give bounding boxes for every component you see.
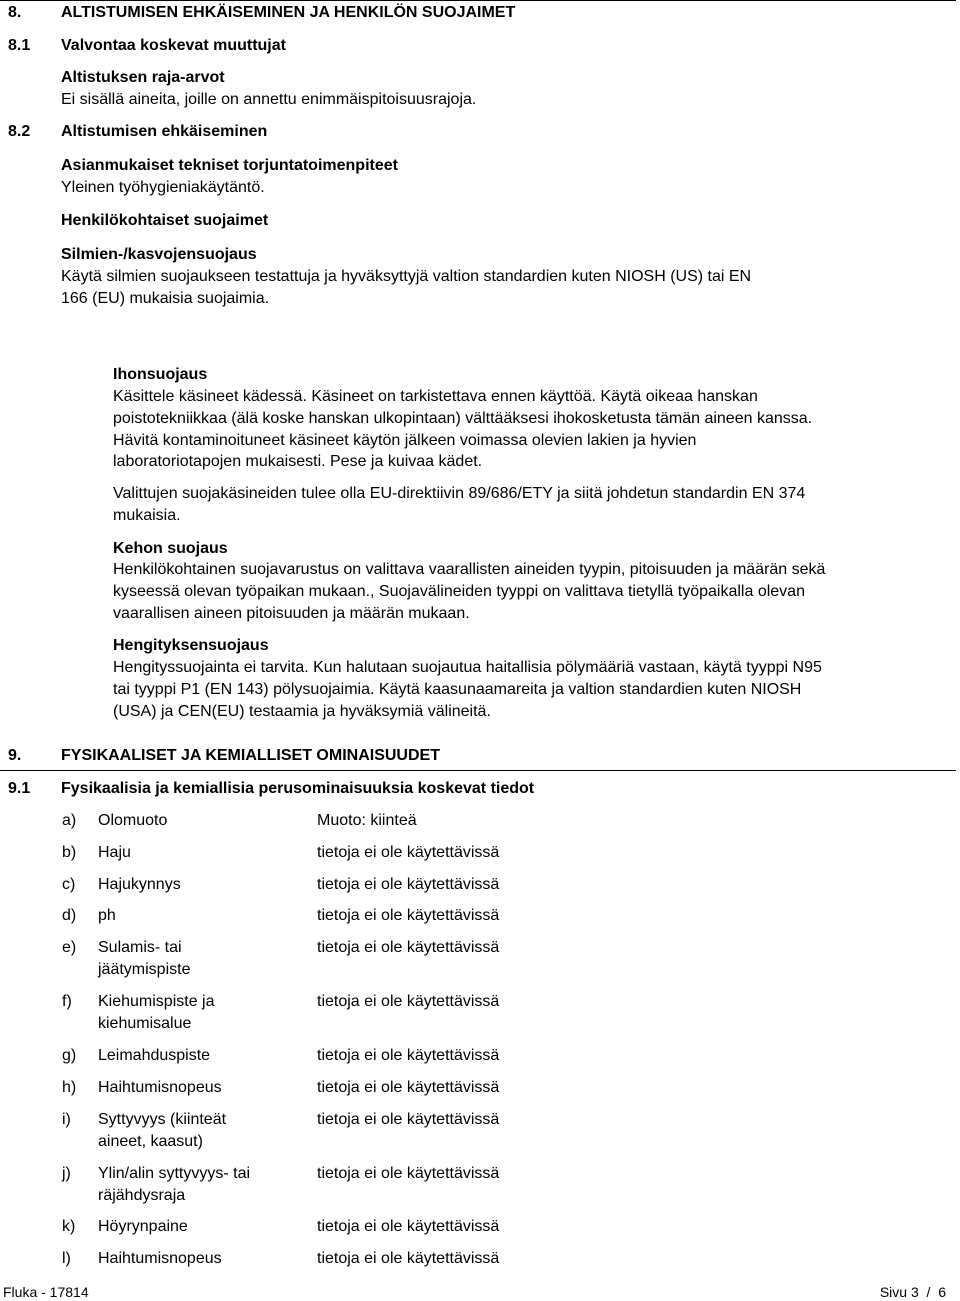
engineering-controls-title: Asianmukaiset tekniset torjuntatoimenpiteet [61, 157, 398, 174]
subsection-9-1-number: 9.1 [8, 780, 31, 797]
exposure-limits-text: Ei sisällä aineita, joille on annettu enimmäispitoisuusrajoja. [61, 91, 477, 108]
subsection-8-1-title: Valvontaa koskevat muuttujat [61, 37, 286, 54]
property-label: jäätymispiste [98, 961, 191, 978]
section-9-number: 9. [8, 747, 22, 764]
section-9-rule [0, 770, 956, 771]
footer-product: Fluka - 17814 [3, 1284, 89, 1300]
footer-page-number: Sivu 3 / 6 [879, 1284, 946, 1300]
property-marker: l) [62, 1250, 71, 1267]
property-marker: g) [62, 1047, 77, 1064]
section-8-number: 8. [8, 4, 22, 21]
subsection-9-1-title: Fysikaalisia ja kemiallisia perusominaisuuksia koskevat tiedot [61, 780, 535, 797]
subsection-8-2-number: 8.2 [8, 123, 31, 140]
skin-protection-line: Hävitä kontaminoituneet käsineet käytön jälkeen voimassa olevien lakien ja hyvien [113, 432, 697, 449]
property-label: Haihtumisnopeus [98, 1079, 222, 1096]
property-marker: j) [62, 1165, 71, 1182]
property-value: tietoja ei ole käytettävissä [317, 939, 500, 956]
property-value: tietoja ei ole käytettävissä [317, 1250, 500, 1267]
property-label: Ylin/alin syttyvyys- tai [98, 1165, 251, 1182]
property-label: Höyrynpaine [98, 1218, 188, 1235]
property-marker: a) [62, 812, 77, 829]
engineering-controls-text: Yleinen työhygieniakäytäntö. [61, 179, 265, 196]
glove-standard-line: Valittujen suojakäsineiden tulee olla EU-direktiivin 89/686/ETY ja siitä johdetun standardin EN 374 [113, 485, 806, 502]
exposure-limits-title: Altistuksen raja-arvot [61, 69, 225, 86]
eye-protection-line: Käytä silmien suojaukseen testattuja ja hyväksyttyjä valtion standardien kuten NIOSH (US) tai EN [61, 268, 752, 285]
property-marker: d) [62, 907, 77, 924]
property-marker: i) [62, 1111, 71, 1128]
skin-protection-line: laboratoriotapojen mukaisesti. Pese ja kuivaa kädet. [113, 453, 483, 470]
section-8-rule [0, 0, 956, 1]
respiratory-protection-line: Hengityssuojainta ei tarvita. Kun halutaan suojautua haitallisia pölymääriä vastaan, käytä tyyppi N95 [113, 659, 822, 676]
property-label: Haju [98, 844, 131, 861]
eye-protection-line: 166 (EU) mukaisia suojaimia. [61, 290, 270, 307]
body-protection-line: vaarallisen aineen pitoisuuden ja määrän mukaan. [113, 605, 470, 622]
property-label: aineet, kaasut) [98, 1133, 203, 1150]
respiratory-protection-line: (USA) ja CEN(EU) testaamia ja hyväksymiä välineitä. [113, 703, 491, 720]
property-value: tietoja ei ole käytettävissä [317, 844, 500, 861]
section-9-title: FYSIKAALISET JA KEMIALLISET OMINAISUUDET [61, 747, 440, 764]
respiratory-protection-line: tai tyyppi P1 (EN 143) pölysuojaimia. Käytä kaasunaamareita ja valtion standardien kuten NIOSH [113, 681, 802, 698]
skin-protection-line: poistotekniikkaa (älä koske hanskan ulkopintaan) välttääksesi ihokosketusta tämän aineen kanssa. [113, 410, 813, 427]
subsection-8-1-number: 8.1 [8, 37, 31, 54]
skin-protection-title: Ihonsuojaus [113, 366, 208, 383]
property-value: tietoja ei ole käytettävissä [317, 1047, 500, 1064]
property-marker: f) [62, 993, 72, 1010]
personal-protection-title: Henkilökohtaiset suojaimet [61, 212, 269, 229]
body-protection-title: Kehon suojaus [113, 540, 228, 557]
property-label: Haihtumisnopeus [98, 1250, 222, 1267]
property-label: Hajukynnys [98, 876, 181, 893]
property-label: räjähdysraja [98, 1187, 186, 1204]
property-marker: h) [62, 1079, 77, 1096]
property-value: tietoja ei ole käytettävissä [317, 1079, 500, 1096]
property-value: tietoja ei ole käytettävissä [317, 1218, 500, 1235]
property-label: Leimahduspiste [98, 1047, 211, 1064]
section-8-title: ALTISTUMISEN EHKÄISEMINEN JA HENKILÖN SUOJAIMET [61, 4, 516, 21]
property-label: Kiehumispiste ja [98, 993, 215, 1010]
property-marker: b) [62, 844, 77, 861]
property-label: Olomuoto [98, 812, 168, 829]
subsection-8-2-title: Altistumisen ehkäiseminen [61, 123, 268, 140]
property-value: Muoto: kiinteä [317, 812, 417, 829]
body-protection-line: Henkilökohtainen suojavarustus on valittava vaarallisten aineiden tyypin, pitoisuuden ja määrän sekä [113, 561, 826, 578]
property-value: tietoja ei ole käytettävissä [317, 1165, 500, 1182]
property-marker: e) [62, 939, 77, 956]
property-label: ph [98, 907, 116, 924]
eye-protection-title: Silmien-/kasvojensuojaus [61, 246, 257, 263]
body-protection-line: kyseessä olevan työpaikan mukaan., Suojavälineiden tyyppi on valittava tietyllä työpaikalla olevan [113, 583, 805, 600]
property-marker: k) [62, 1218, 76, 1235]
property-label: kiehumisalue [98, 1015, 192, 1032]
property-value: tietoja ei ole käytettävissä [317, 876, 500, 893]
respiratory-protection-title: Hengityksensuojaus [113, 637, 269, 654]
glove-standard-line: mukaisia. [113, 507, 181, 524]
skin-protection-line: Käsittele käsineet kädessä. Käsineet on tarkistettava ennen käyttöä. Käytä oikeaa hanskan [113, 388, 758, 405]
property-value: tietoja ei ole käytettävissä [317, 993, 500, 1010]
property-value: tietoja ei ole käytettävissä [317, 907, 500, 924]
property-label: Sulamis- tai [98, 939, 182, 956]
property-value: tietoja ei ole käytettävissä [317, 1111, 500, 1128]
property-marker: c) [62, 876, 76, 893]
property-label: Syttyvyys (kiinteät [98, 1111, 227, 1128]
